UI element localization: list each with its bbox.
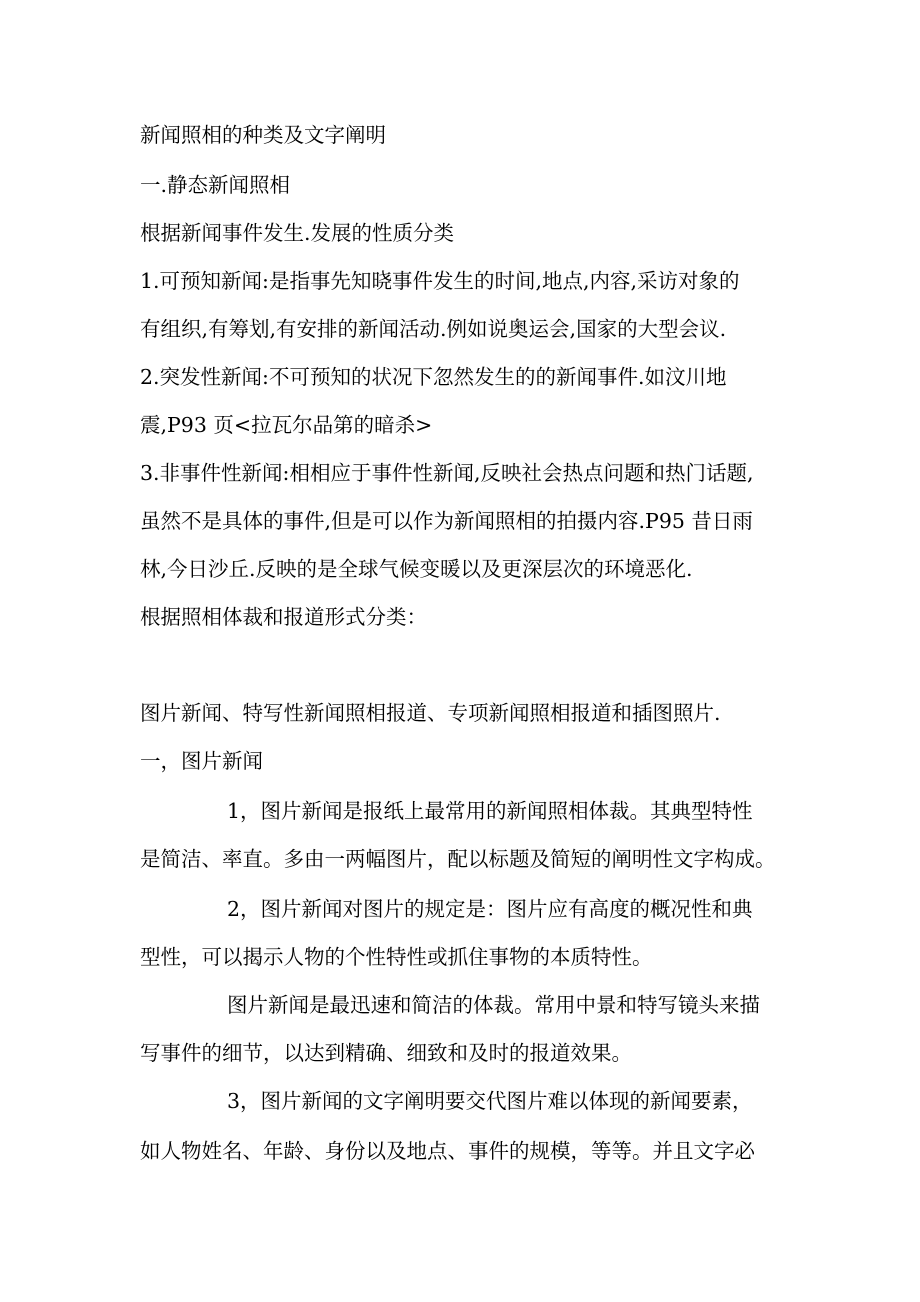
para-4-line-2: 如人物姓名、年龄、身份以及地点、事件的规模，等等。并且文字必 <box>140 1139 755 1163</box>
item-1-line-1: 1.可预知新闻:是指事先知晓事件发生的时间,地点,内容,采访对象的 <box>140 269 740 293</box>
item-3-line-2: 虽然不是具体的事件,但是可以作为新闻照相的拍摄内容.P95 昔日雨 <box>140 509 753 533</box>
item-1-line-2: 有组织,有筹划,有安排的新闻活动.例如说奥运会,国家的大型会议. <box>140 317 727 341</box>
item-3-line-1: 3.非事件性新闻:相相应于事件性新闻,反映社会热点问题和热门话题, <box>140 461 754 485</box>
classification-heading-genre: 根据照相体裁和报道形式分类： <box>140 605 427 629</box>
document-title: 新闻照相的种类及文字阐明 <box>140 123 386 147</box>
item-2-line-2: 震,P93 页<拉瓦尔品第的暗杀> <box>140 413 433 437</box>
genre-list: 图片新闻、特写性新闻照相报道、专项新闻照相报道和插图照片. <box>140 701 721 725</box>
para-2-line-2: 型性，可以揭示人物的个性特性或抓住事物的本质特性。 <box>140 945 653 969</box>
para-4-line-1: 3，图片新闻的文字阐明要交代图片难以体现的新闻要素， <box>227 1089 753 1113</box>
section-heading: 一.静态新闻照相 <box>140 173 291 197</box>
classification-heading: 根据新闻事件发生.发展的性质分类 <box>140 221 455 245</box>
para-3-line-2: 写事件的细节，以达到精确、细致和及时的报道效果。 <box>140 1041 632 1065</box>
item-2-line-1: 2.突发性新闻:不可预知的状况下忽然发生的的新闻事件.如汶川地 <box>140 365 727 389</box>
para-1-line-2: 是简洁、率直。多由一两幅图片，配以标题及简短的阐明性文字构成。 <box>140 847 776 871</box>
subsection-heading: 一，图片新闻 <box>140 749 263 773</box>
para-2-line-1: 2，图片新闻对图片的规定是：图片应有高度的概况性和典 <box>227 897 753 921</box>
item-3-line-3: 林,今日沙丘.反映的是全球气候变暖以及更深层次的环境恶化. <box>140 557 693 581</box>
para-1-line-1: 1，图片新闻是报纸上最常用的新闻照相体裁。其典型特性 <box>227 799 753 823</box>
para-3-line-1: 图片新闻是最迅速和简洁的体裁。常用中景和特写镜头来描 <box>227 993 760 1017</box>
